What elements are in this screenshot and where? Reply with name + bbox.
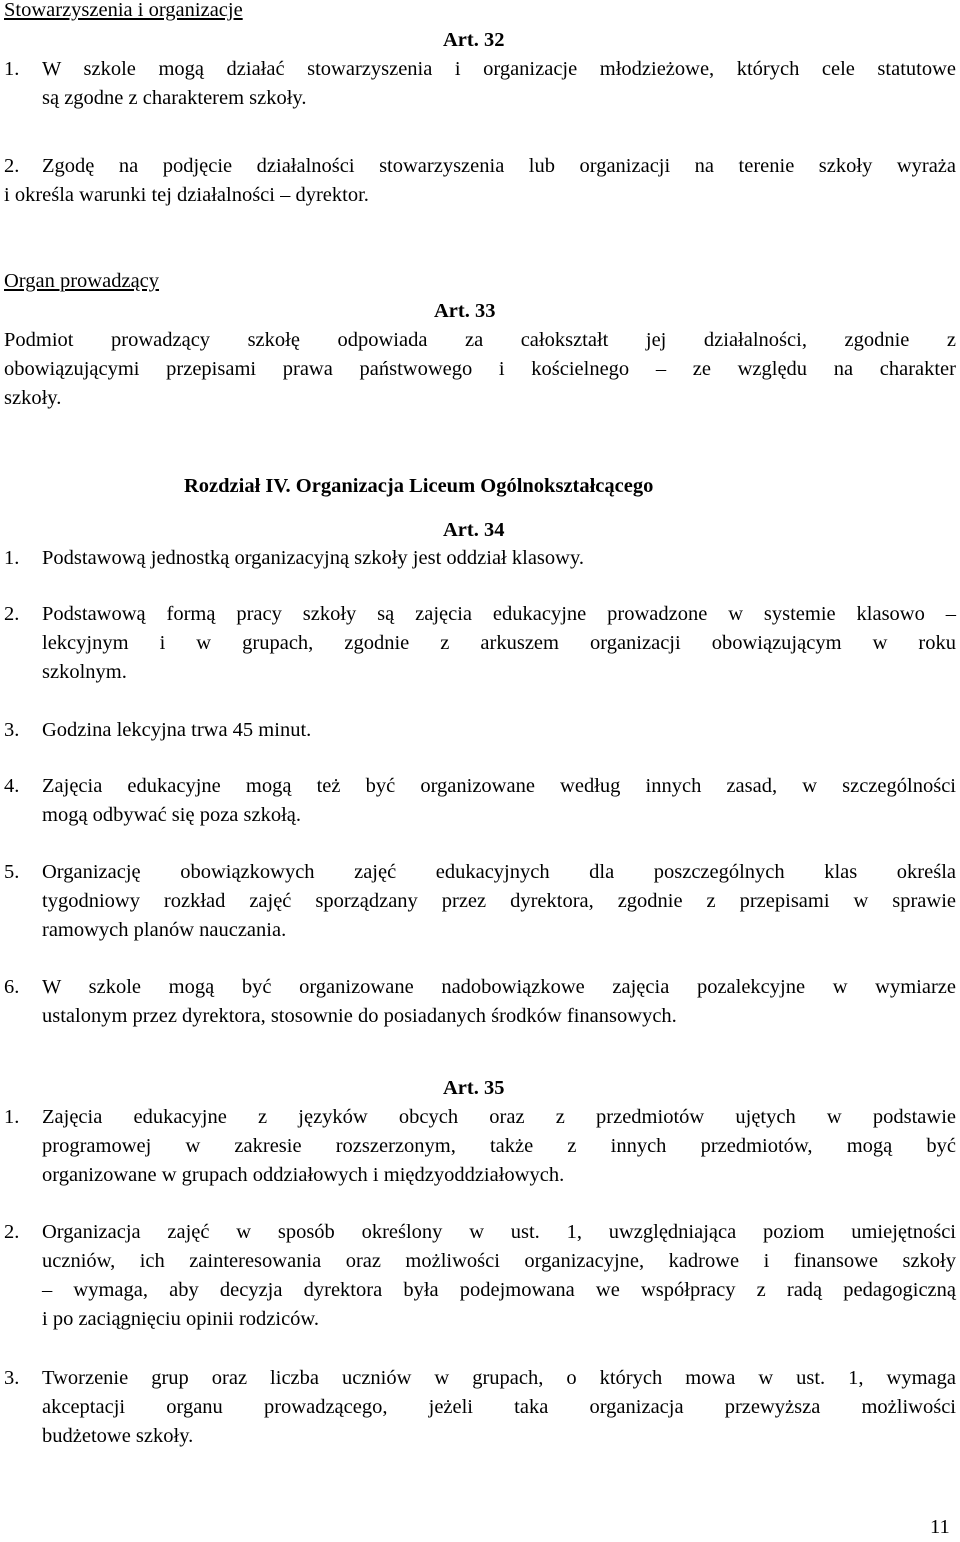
article-title: Art. 34 — [443, 519, 505, 541]
text-line: szkoły. — [4, 387, 62, 409]
text-line: – wymaga, aby decyzja dyrektora była podejmowana we współpracy z radą pedagogiczną — [42, 1279, 956, 1301]
text-line: W szkole mogą działać stowarzyszenia i organizacje młodzieżowe, których cele statutowe — [42, 58, 956, 80]
text-line: organizowane w grupach oddziałowych i międzyoddziałowych. — [42, 1164, 565, 1186]
text-line: Organizacja zajęć w sposób określony w ust. 1, uwzględniająca poziom umiejętności — [42, 1221, 956, 1243]
item-number: 3. — [4, 1367, 20, 1389]
page-number: 11 — [930, 1516, 950, 1538]
section-heading: Organ prowadzący — [4, 270, 160, 292]
text-line: Zajęcia edukacyjne mogą też być organizowane według innych zasad, w szczególności — [42, 775, 956, 797]
text-line: są zgodne z charakterem szkoły. — [42, 87, 307, 109]
text-line: Godzina lekcyjna trwa 45 minut. — [42, 719, 312, 741]
text-line: uczniów, ich zainteresowania oraz możliwości organizacyjne, kadrowe i finansowe szkoły — [42, 1250, 956, 1272]
section-heading: Stowarzyszenia i organizacje — [4, 0, 243, 21]
article-title: Art. 33 — [434, 300, 496, 322]
paragraph — [4, 326, 956, 413]
text-line: Tworzenie grup oraz liczba uczniów w grupach, o których mowa w ust. 1, wymaga — [42, 1367, 956, 1389]
item-number: 1. — [4, 547, 20, 569]
text-line: lekcyjnym i w grupach, zgodnie z arkuszem organizacji obowiązującym w roku — [42, 632, 956, 654]
text-line: tygodniowy rozkład zajęć sporządzany przez dyrektora, zgodnie z przepisami w sprawie — [42, 890, 956, 912]
text-line: budżetowe szkoły. — [42, 1425, 194, 1447]
text-line: W szkole mogą być organizowane nadobowiązkowe zajęcia pozalekcyjne w wymiarze — [42, 976, 956, 998]
text-line: Zajęcia edukacyjne z języków obcych oraz z przedmiotów ujętych w podstawie — [42, 1106, 956, 1128]
item-number: 4. — [4, 775, 20, 797]
text-line: programowej w zakresie rozszerzonym, także z innych przedmiotów, mogą być — [42, 1135, 956, 1157]
text-line: Podstawową jednostką organizacyjną szkoły jest oddział klasowy. — [42, 547, 584, 569]
item-number: 2. — [4, 155, 20, 177]
item-number: 6. — [4, 976, 20, 998]
text-line: akceptacji organu prowadzącego, jeżeli taka organizacja przewyższa możliwości — [42, 1396, 956, 1418]
item-number: 1. — [4, 1106, 20, 1128]
text-line: mogą odbywać się poza szkołą. — [42, 804, 302, 826]
text-line: szkolnym. — [42, 661, 127, 683]
article-title: Art. 32 — [443, 29, 505, 51]
text-line: ustalonym przez dyrektora, stosownie do posiadanych środków finansowych. — [42, 1005, 677, 1027]
text-line: Zgodę na podjęcie działalności stowarzyszenia lub organizacji na terenie szkoły wyraża — [42, 155, 956, 177]
item-number: 2. — [4, 1221, 20, 1243]
text-line: i określa warunki tej działalności – dyrektor. — [4, 184, 369, 206]
item-number: 3. — [4, 719, 20, 741]
text-line: Podmiot prowadzący szkołę odpowiada za całokształt jej działalności, zgodnie z — [4, 329, 956, 351]
text-line: Podstawową formą pracy szkoły są zajęcia edukacyjne prowadzone w systemie klasowo – — [42, 603, 956, 625]
text-line: i po zaciągnięciu opinii rodziców. — [42, 1308, 320, 1330]
text-line: obowiązującymi przepisami prawa państwowego i kościelnego – ze względu na charakter — [4, 358, 956, 380]
item-number: 1. — [4, 58, 20, 80]
chapter-title: Rozdział IV. Organizacja Liceum Ogólnokształcącego — [184, 475, 654, 497]
text-line: ramowych planów nauczania. — [42, 919, 287, 941]
text-line: Organizację obowiązkowych zajęć edukacyjnych dla poszczególnych klas określa — [42, 861, 956, 883]
article-title: Art. 35 — [443, 1077, 505, 1099]
item-number: 5. — [4, 861, 20, 883]
item-number: 2. — [4, 603, 20, 625]
